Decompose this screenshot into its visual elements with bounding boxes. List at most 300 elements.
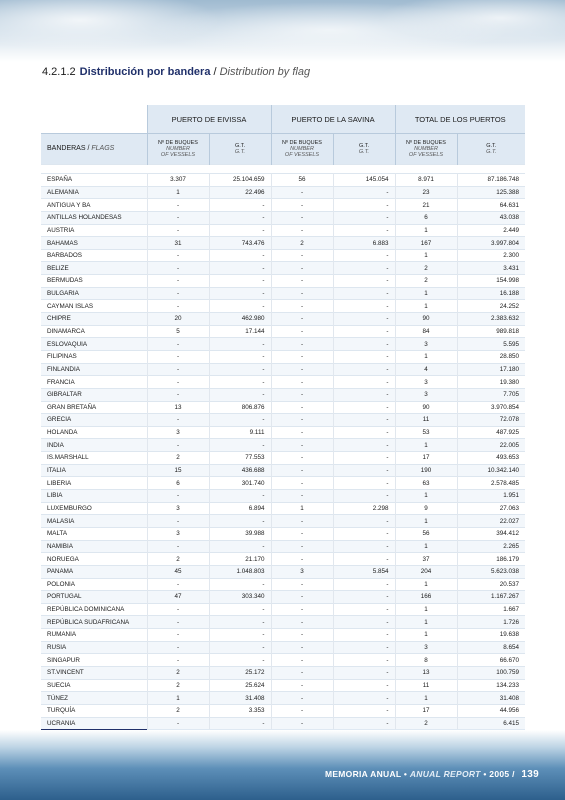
- flag-name-cell: MALASIA: [47, 517, 75, 525]
- flag-name-cell: ESLOVAQUIA: [47, 340, 88, 348]
- value-cell: 3: [271, 565, 333, 578]
- table-row: [41, 515, 525, 528]
- value-cell: -: [271, 629, 333, 642]
- value-cell: -: [271, 350, 333, 363]
- value-cell: -: [209, 350, 271, 363]
- value-cell: -: [271, 224, 333, 237]
- sky-banner: [0, 0, 565, 62]
- table-row: [41, 692, 525, 705]
- value-cell: -: [333, 186, 395, 199]
- value-cell: 134.233: [457, 679, 525, 692]
- vessels-header: Nº DE BUQUES NUMBER OF VESSELS: [395, 134, 457, 165]
- value-cell: 1: [147, 692, 209, 705]
- value-cell: 17: [395, 704, 457, 717]
- value-cell: -: [147, 414, 209, 427]
- value-cell: 47: [147, 591, 209, 604]
- value-cell: 2: [271, 237, 333, 250]
- value-cell: -: [333, 313, 395, 326]
- flag-name-cell: GRECIA: [47, 416, 72, 424]
- value-cell: 3: [147, 426, 209, 439]
- gt-header: G.T. G.T.: [333, 134, 395, 165]
- value-cell: 154.998: [457, 275, 525, 288]
- value-cell: 2: [147, 553, 209, 566]
- value-cell: -: [333, 692, 395, 705]
- value-cell: -: [209, 363, 271, 376]
- value-cell: -: [147, 388, 209, 401]
- flag-name-cell: ANTILLAS HOLANDESAS: [47, 214, 122, 222]
- value-cell: 3.431: [457, 262, 525, 275]
- value-cell: 9.111: [209, 426, 271, 439]
- value-cell: -: [271, 540, 333, 553]
- value-cell: 5.623.038: [457, 565, 525, 578]
- table-row: [41, 553, 525, 566]
- flag-name-cell: DINAMARCA: [47, 328, 85, 335]
- flag-name-cell: TURQUÍA: [47, 707, 76, 715]
- value-cell: -: [271, 553, 333, 566]
- value-cell: -: [147, 376, 209, 389]
- value-cell: 1: [395, 540, 457, 553]
- table-row: [41, 275, 525, 288]
- vessels-header: Nº DE BUQUES NUMBER OF VESSELS: [271, 134, 333, 165]
- value-cell: 2.265: [457, 540, 525, 553]
- value-cell: 5: [147, 325, 209, 338]
- value-cell: 5.595: [457, 338, 525, 351]
- flag-name-cell: HOLANDA: [47, 429, 78, 437]
- group-header-eivissa: PUERTO DE EIVISSA: [147, 105, 271, 134]
- value-cell: -: [209, 211, 271, 224]
- value-cell: 87.186.748: [457, 174, 525, 187]
- value-cell: -: [147, 350, 209, 363]
- value-cell: 31.408: [457, 692, 525, 705]
- value-cell: -: [209, 300, 271, 313]
- value-cell: 3.970.854: [457, 401, 525, 414]
- value-cell: 13: [147, 401, 209, 414]
- value-cell: -: [147, 275, 209, 288]
- value-cell: 1.667: [457, 603, 525, 616]
- section-heading: [42, 66, 310, 78]
- table-row: [41, 401, 525, 414]
- value-cell: 6.894: [209, 502, 271, 515]
- flag-name-cell: UCRANIA: [47, 719, 76, 727]
- flag-name-cell: BERMUDAS: [47, 277, 83, 285]
- flag-name-cell: SINGAPUR: [47, 656, 80, 664]
- value-cell: 19.638: [457, 629, 525, 642]
- value-cell: 1: [395, 515, 457, 528]
- value-cell: -: [271, 300, 333, 313]
- value-cell: -: [333, 262, 395, 275]
- value-cell: 1: [395, 616, 457, 629]
- title-separator: /: [210, 66, 220, 78]
- table-row: [41, 414, 525, 427]
- value-cell: -: [271, 515, 333, 528]
- flag-name-cell: AUSTRIA: [47, 226, 75, 234]
- value-cell: 15: [147, 464, 209, 477]
- value-cell: 493.653: [457, 452, 525, 465]
- value-cell: 1: [395, 629, 457, 642]
- flag-name-cell: SUECIA: [47, 681, 71, 689]
- value-cell: 2: [147, 679, 209, 692]
- value-cell: -: [333, 452, 395, 465]
- value-cell: 37: [395, 553, 457, 566]
- value-cell: -: [209, 654, 271, 667]
- value-cell: -: [209, 199, 271, 212]
- value-cell: -: [209, 540, 271, 553]
- value-cell: -: [271, 401, 333, 414]
- table-row: [41, 717, 525, 729]
- flag-name-cell: TÚNEZ: [47, 694, 68, 702]
- value-cell: -: [209, 224, 271, 237]
- group-header-total: TOTAL DE LOS PUERTOS: [395, 105, 525, 134]
- table-row: [41, 388, 525, 401]
- value-cell: 27.063: [457, 502, 525, 515]
- value-cell: -: [333, 490, 395, 503]
- value-cell: -: [333, 224, 395, 237]
- value-cell: -: [271, 654, 333, 667]
- value-cell: 56: [271, 174, 333, 187]
- table-row: [41, 199, 525, 212]
- value-cell: 186.179: [457, 553, 525, 566]
- value-cell: 6.415: [457, 717, 525, 729]
- value-cell: 8: [395, 654, 457, 667]
- value-cell: -: [209, 515, 271, 528]
- flag-name-cell: CHIPRE: [47, 315, 71, 323]
- header-blank: [41, 105, 147, 134]
- value-cell: 90: [395, 313, 457, 326]
- value-cell: -: [333, 629, 395, 642]
- value-cell: -: [333, 338, 395, 351]
- value-cell: -: [333, 477, 395, 490]
- value-cell: 3: [147, 527, 209, 540]
- value-cell: -: [147, 540, 209, 553]
- section-title-en: Distribution by flag: [219, 66, 311, 78]
- value-cell: 2: [395, 275, 457, 288]
- value-cell: -: [209, 249, 271, 262]
- table-row: [41, 350, 525, 363]
- value-cell: -: [333, 439, 395, 452]
- value-cell: -: [209, 376, 271, 389]
- value-cell: -: [147, 249, 209, 262]
- flag-name-cell: BELIZE: [47, 264, 69, 272]
- vessels-header: Nº DE BUQUES NUMBER OF VESSELS: [147, 134, 209, 165]
- table-row: [41, 704, 525, 717]
- value-cell: -: [271, 603, 333, 616]
- value-cell: -: [209, 616, 271, 629]
- value-cell: 53: [395, 426, 457, 439]
- table-row: [41, 313, 525, 326]
- value-cell: -: [333, 591, 395, 604]
- value-cell: -: [147, 363, 209, 376]
- section-title-es: Distribución por bandera: [79, 66, 211, 78]
- flag-name-cell: RUSIA: [47, 644, 67, 652]
- value-cell: -: [333, 464, 395, 477]
- value-cell: -: [271, 262, 333, 275]
- page-footer: MEMORIA ANUAL • ANUAL REPORT • 2005 / 139: [324, 769, 539, 780]
- value-cell: 56: [395, 527, 457, 540]
- value-cell: 10.342.140: [457, 464, 525, 477]
- value-cell: -: [271, 692, 333, 705]
- value-cell: 806.876: [209, 401, 271, 414]
- value-cell: -: [271, 325, 333, 338]
- value-cell: 3: [395, 376, 457, 389]
- value-cell: -: [333, 515, 395, 528]
- value-cell: 31.408: [209, 692, 271, 705]
- value-cell: -: [271, 439, 333, 452]
- table-row: [41, 186, 525, 199]
- value-cell: 301.740: [209, 477, 271, 490]
- value-cell: -: [147, 515, 209, 528]
- value-cell: 6.883: [333, 237, 395, 250]
- value-cell: -: [271, 186, 333, 199]
- value-cell: 145.054: [333, 174, 395, 187]
- value-cell: 90: [395, 401, 457, 414]
- value-cell: 1: [395, 439, 457, 452]
- value-cell: 7.705: [457, 388, 525, 401]
- flag-name-cell: INDIA: [47, 441, 64, 449]
- value-cell: -: [147, 199, 209, 212]
- value-cell: 64.631: [457, 199, 525, 212]
- flag-name-cell: ALEMANIA: [47, 188, 79, 196]
- value-cell: 25.624: [209, 679, 271, 692]
- value-cell: 436.688: [209, 464, 271, 477]
- value-cell: 5.854: [333, 565, 395, 578]
- value-cell: -: [333, 641, 395, 654]
- value-cell: 190: [395, 464, 457, 477]
- value-cell: -: [209, 717, 271, 729]
- value-cell: 25.172: [209, 666, 271, 679]
- flag-name-cell: GRAN BRETAÑA: [47, 403, 97, 411]
- flag-name-cell: BAHAMAS: [47, 239, 78, 247]
- flag-name-cell: GIBRALTAR: [47, 391, 82, 399]
- value-cell: -: [333, 376, 395, 389]
- value-cell: -: [271, 211, 333, 224]
- value-cell: -: [271, 338, 333, 351]
- value-cell: 1.048.803: [209, 565, 271, 578]
- value-cell: -: [147, 654, 209, 667]
- value-cell: -: [333, 325, 395, 338]
- value-cell: 166: [395, 591, 457, 604]
- value-cell: -: [147, 578, 209, 591]
- value-cell: 22.496: [209, 186, 271, 199]
- flag-name-cell: ST.VINCENT: [47, 669, 84, 677]
- value-cell: 25.104.659: [209, 174, 271, 187]
- value-cell: 1: [395, 578, 457, 591]
- value-cell: 125.388: [457, 186, 525, 199]
- table-row: [41, 464, 525, 477]
- value-cell: -: [333, 666, 395, 679]
- table-row: [41, 641, 525, 654]
- value-cell: -: [333, 211, 395, 224]
- value-cell: 100.759: [457, 666, 525, 679]
- value-cell: -: [333, 414, 395, 427]
- value-cell: 1: [395, 490, 457, 503]
- value-cell: 24.252: [457, 300, 525, 313]
- value-cell: 3.307: [147, 174, 209, 187]
- value-cell: -: [333, 704, 395, 717]
- value-cell: -: [147, 717, 209, 729]
- flag-name-cell: REPÚBLICA DOMINICANA: [47, 606, 125, 614]
- value-cell: -: [333, 300, 395, 313]
- table-row: [41, 174, 525, 187]
- value-cell: -: [333, 578, 395, 591]
- page-number: 139: [521, 769, 539, 780]
- value-cell: -: [271, 464, 333, 477]
- value-cell: 1.726: [457, 616, 525, 629]
- value-cell: -: [271, 287, 333, 300]
- value-cell: 3: [147, 502, 209, 515]
- value-cell: 6: [395, 211, 457, 224]
- value-cell: 204: [395, 565, 457, 578]
- value-cell: 16.188: [457, 287, 525, 300]
- flag-name-cell: BARBADOS: [47, 252, 82, 260]
- value-cell: -: [147, 211, 209, 224]
- value-cell: 11: [395, 414, 457, 427]
- value-cell: 17.144: [209, 325, 271, 338]
- value-cell: -: [271, 666, 333, 679]
- value-cell: -: [147, 224, 209, 237]
- table-row: [41, 300, 525, 313]
- value-cell: -: [271, 414, 333, 427]
- gt-header: G.T. G.T.: [457, 134, 525, 165]
- value-cell: -: [147, 616, 209, 629]
- value-cell: -: [147, 439, 209, 452]
- gt-header: G.T. G.T.: [209, 134, 271, 165]
- table-row: [41, 477, 525, 490]
- table-row: [41, 338, 525, 351]
- value-cell: 3: [395, 388, 457, 401]
- table-row: [41, 237, 525, 250]
- value-cell: 1: [147, 186, 209, 199]
- value-cell: 17: [395, 452, 457, 465]
- value-cell: -: [271, 388, 333, 401]
- table-row: [41, 452, 525, 465]
- value-cell: -: [333, 527, 395, 540]
- value-cell: -: [271, 249, 333, 262]
- value-cell: 1: [271, 502, 333, 515]
- value-cell: -: [271, 704, 333, 717]
- value-cell: -: [147, 629, 209, 642]
- value-cell: 487.925: [457, 426, 525, 439]
- table-row: [41, 249, 525, 262]
- value-cell: -: [333, 616, 395, 629]
- flag-name-cell: POLONIA: [47, 580, 75, 588]
- value-cell: 1: [395, 692, 457, 705]
- table-row: [41, 616, 525, 629]
- flag-name-cell: CAYMAN ISLAS: [47, 302, 94, 310]
- value-cell: -: [271, 313, 333, 326]
- value-cell: 1: [395, 300, 457, 313]
- value-cell: 1: [395, 603, 457, 616]
- table-row: [41, 578, 525, 591]
- value-cell: -: [333, 275, 395, 288]
- value-cell: 28.850: [457, 350, 525, 363]
- value-cell: 3: [395, 641, 457, 654]
- value-cell: 1.167.267: [457, 591, 525, 604]
- value-cell: -: [209, 641, 271, 654]
- value-cell: 9: [395, 502, 457, 515]
- value-cell: -: [271, 426, 333, 439]
- value-cell: -: [209, 338, 271, 351]
- flag-name-cell: LIBERIA: [47, 479, 72, 487]
- value-cell: 72.078: [457, 414, 525, 427]
- table-row: [41, 376, 525, 389]
- value-cell: -: [147, 641, 209, 654]
- table-row: [41, 262, 525, 275]
- value-cell: 462.980: [209, 313, 271, 326]
- value-cell: -: [209, 262, 271, 275]
- value-cell: -: [271, 376, 333, 389]
- value-cell: -: [271, 490, 333, 503]
- section-number: 4.2.1.2: [42, 66, 76, 78]
- flag-name-cell: BULGARIA: [47, 290, 79, 298]
- value-cell: 2: [147, 452, 209, 465]
- table-row: [41, 565, 525, 578]
- value-cell: -: [333, 287, 395, 300]
- value-cell: 20.537: [457, 578, 525, 591]
- value-cell: -: [271, 679, 333, 692]
- value-cell: 8.971: [395, 174, 457, 187]
- value-cell: -: [209, 629, 271, 642]
- value-cell: 3.997.804: [457, 237, 525, 250]
- value-cell: -: [271, 578, 333, 591]
- value-cell: -: [271, 199, 333, 212]
- value-cell: -: [333, 426, 395, 439]
- value-cell: 743.476: [209, 237, 271, 250]
- table-row: [41, 527, 525, 540]
- value-cell: 44.956: [457, 704, 525, 717]
- value-cell: -: [147, 262, 209, 275]
- flag-name-cell: FINLANDIA: [47, 365, 80, 373]
- flags-column-header: BANDERAS / FLAGS: [41, 134, 147, 165]
- table-row: [41, 502, 525, 515]
- value-cell: 2.578.485: [457, 477, 525, 490]
- value-cell: 303.340: [209, 591, 271, 604]
- table-row: [41, 325, 525, 338]
- value-cell: -: [333, 540, 395, 553]
- value-cell: -: [209, 388, 271, 401]
- table-row: [41, 426, 525, 439]
- value-cell: 2: [147, 704, 209, 717]
- value-cell: 1.951: [457, 490, 525, 503]
- table-row: [41, 439, 525, 452]
- value-cell: 43.038: [457, 211, 525, 224]
- flag-name-cell: NAMIBIA: [47, 542, 73, 550]
- value-cell: -: [147, 287, 209, 300]
- flag-name-cell: IS.MARSHALL: [47, 454, 89, 462]
- value-cell: 989.818: [457, 325, 525, 338]
- group-header-savina: PUERTO DE LA SAVINA: [271, 105, 395, 134]
- value-cell: -: [271, 717, 333, 729]
- value-cell: -: [147, 603, 209, 616]
- value-cell: -: [333, 350, 395, 363]
- value-cell: 2: [147, 666, 209, 679]
- value-cell: 167: [395, 237, 457, 250]
- value-cell: 2.383.632: [457, 313, 525, 326]
- flag-name-cell: LUXEMBURGO: [47, 504, 92, 512]
- table-row: [41, 287, 525, 300]
- value-cell: 17.180: [457, 363, 525, 376]
- table-row: [41, 679, 525, 692]
- value-cell: 77.553: [209, 452, 271, 465]
- value-cell: 66.670: [457, 654, 525, 667]
- value-cell: 2.449: [457, 224, 525, 237]
- value-cell: 2: [395, 262, 457, 275]
- value-cell: 21: [395, 199, 457, 212]
- value-cell: -: [333, 363, 395, 376]
- value-cell: -: [271, 591, 333, 604]
- table-row: [41, 603, 525, 616]
- value-cell: 3: [395, 338, 457, 351]
- value-cell: 31: [147, 237, 209, 250]
